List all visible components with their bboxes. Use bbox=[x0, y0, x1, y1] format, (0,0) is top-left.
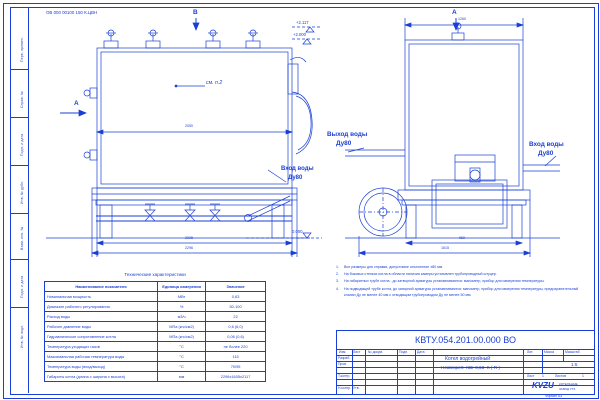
note-text: На габаритных трубе котла , до затворной арматуры устанавливаются: манометр, прибор для измерения температуры. bbox=[344, 279, 545, 284]
spec-cell: Габариты котла (длина х ширина х высота) bbox=[45, 372, 158, 382]
stamp-role-nkontr: Н.контр. bbox=[338, 386, 352, 390]
spec-cell: Расход воды bbox=[45, 312, 158, 322]
spec-cell: МВт bbox=[158, 292, 206, 302]
company-subtitle-2: ЗАВОД УТЗ bbox=[559, 387, 576, 391]
stamp-col-data: Дата bbox=[417, 350, 425, 354]
dim-left-2: 2296 bbox=[185, 246, 193, 250]
view-label-b: В bbox=[193, 9, 198, 16]
level-dim-2: +2.000 bbox=[293, 32, 306, 37]
note-number: 4. bbox=[336, 286, 339, 291]
spec-cell: 22 bbox=[206, 312, 266, 322]
dim-left-0: 2050 bbox=[185, 124, 193, 128]
label-water-outlet: Выход воды bbox=[327, 131, 368, 138]
stamp-mass-header: Масса bbox=[544, 350, 555, 354]
spec-cell: Гидравлическое сопротивление котла bbox=[45, 332, 158, 342]
note-item bbox=[336, 264, 586, 270]
spec-cell: Температура воды (вход/выход) bbox=[45, 362, 158, 372]
stamp-role-utv: Утв. bbox=[353, 386, 360, 390]
stamp-col-docnum: № докум. bbox=[368, 350, 383, 354]
spec-cell: Максимальная рабочая температура воды bbox=[45, 352, 158, 362]
sheet-format-label: Формат А3 bbox=[545, 394, 563, 398]
spec-cell: % bbox=[158, 302, 206, 312]
company-subtitle-1: КОТЕЛЬНЫЕ bbox=[559, 382, 578, 386]
note-item bbox=[336, 271, 586, 277]
margin-label-0: Перв. примен. bbox=[20, 36, 24, 62]
table-header-row bbox=[45, 282, 266, 292]
stamp-col-izm: Изм. bbox=[339, 350, 347, 354]
spec-cell: 2296х1605х2117 bbox=[206, 372, 266, 382]
header-code: ОВ 000 00100 150 К.ЦВН bbox=[46, 10, 98, 15]
level-dim-1: +2.117 bbox=[296, 20, 309, 25]
stamp-sheet-value: 1 bbox=[542, 374, 544, 378]
stamp-lit-header: Лит. bbox=[527, 350, 534, 354]
stamp-col-podp: Подп. bbox=[399, 350, 409, 354]
table-row bbox=[45, 292, 266, 302]
table-row bbox=[45, 352, 266, 362]
view-label-a-left: А bbox=[74, 100, 79, 107]
title-block bbox=[336, 330, 595, 395]
table-row bbox=[45, 342, 266, 352]
margin-label-5: Подп. и дата bbox=[20, 275, 24, 298]
spec-cell: °C bbox=[158, 352, 206, 362]
margin-label-4: Взам. инв. № bbox=[20, 226, 24, 250]
note-item bbox=[336, 286, 586, 298]
stamp-scale-value: 1:5 bbox=[571, 362, 578, 367]
dim-left-1: 2205 bbox=[185, 236, 193, 240]
stamp-sheets-value: 1 bbox=[582, 374, 584, 378]
spec-header-2: Значение bbox=[206, 282, 266, 292]
margin-label-2: Подп. и дата bbox=[20, 133, 24, 156]
spec-cell: МПа (кгс/см2) bbox=[158, 322, 206, 332]
spec-cell: Рабочее давление воды bbox=[45, 322, 158, 332]
spec-cell: °C bbox=[158, 362, 206, 372]
note-number: 2. bbox=[336, 272, 339, 277]
stamp-sheet-label: Лист bbox=[527, 374, 535, 378]
spec-cell: мм bbox=[158, 372, 206, 382]
dim-right-2: 1615 bbox=[441, 246, 449, 250]
dim-right-1: 960 bbox=[459, 236, 465, 240]
stamp-role-razrab: Разраб. bbox=[338, 356, 351, 360]
note-text: На боковых стенках котла в области наличия камеры установлен трубопроводный штуцер. bbox=[344, 272, 497, 277]
level-dim-zero: 0.000 bbox=[292, 229, 303, 234]
technical-notes bbox=[336, 264, 586, 299]
table-row bbox=[45, 372, 266, 382]
stamp-col-list: Лист bbox=[353, 350, 361, 354]
stamp-role-prov: Пров. bbox=[338, 362, 347, 366]
spec-cell: Номинальная мощность bbox=[45, 292, 158, 302]
table-row bbox=[45, 312, 266, 322]
label-water-inlet-left: Вход воды bbox=[281, 166, 314, 172]
stamp-sheets-label: Листов bbox=[555, 374, 567, 378]
spec-cell: 50-100 bbox=[206, 302, 266, 312]
company-logo: KVZU bbox=[532, 381, 554, 390]
dim-right-0: 1260 bbox=[458, 17, 466, 21]
note-see-p2: см. п.2 bbox=[206, 80, 223, 86]
stamp-role-tkontr: Т.контр. bbox=[338, 374, 351, 378]
note-text: На подводящей трубе котла, до запорной арматуры устанавливаются: манометр, прибор для измерения температуры, предохранительный клапан Ду не менее 40 мм с отводящим трубопроводом Ду не менее 50 мм. bbox=[344, 286, 579, 297]
table-row bbox=[45, 322, 266, 332]
spec-cell: 115 bbox=[206, 352, 266, 362]
spec-cell: 0,6 (6,0) bbox=[206, 322, 266, 332]
stamp-scale-header: Масштаб bbox=[565, 350, 580, 354]
product-title-ru: Котел водогрейный bbox=[445, 356, 491, 362]
table-row bbox=[45, 302, 266, 312]
spec-table bbox=[44, 281, 266, 382]
spec-cell: 0,06 (0,6) bbox=[206, 332, 266, 342]
note-number: 1. bbox=[336, 265, 339, 269]
table-row bbox=[45, 362, 266, 372]
note-item bbox=[336, 278, 586, 284]
label-water-inlet-right: Вход воды bbox=[529, 141, 564, 148]
spec-cell: 70/95 bbox=[206, 362, 266, 372]
spec-cell: Диапазон рабочего регулирования bbox=[45, 302, 158, 312]
spec-cell: Температура уходящих газов bbox=[45, 342, 158, 352]
spec-table-title: Технические характеристики bbox=[124, 272, 186, 277]
note-number: 3. bbox=[336, 279, 339, 284]
note-text: Все размеры для справки, допустимое отклонение ±80 мм. bbox=[344, 265, 444, 269]
product-title-en: Heatexpert- КВг-0,63- К ( R ) bbox=[441, 365, 500, 370]
view-label-a-right: А bbox=[452, 9, 457, 16]
spec-cell: 0,63 bbox=[206, 292, 266, 302]
label-water-inlet-right-dn: Ду80 bbox=[538, 150, 554, 157]
spec-cell: МПа (кгс/см2) bbox=[158, 332, 206, 342]
drawing-designation: КВТУ.054.201.00.000 ВО bbox=[337, 331, 594, 350]
label-water-outlet-dn: Ду80 bbox=[336, 140, 352, 147]
label-water-inlet-left-dn: Ду80 bbox=[288, 175, 303, 181]
spec-cell: не более 220 bbox=[206, 342, 266, 352]
spec-header-1: Единица измерения bbox=[158, 282, 206, 292]
table-row bbox=[45, 332, 266, 342]
spec-cell: м3/ч bbox=[158, 312, 206, 322]
margin-label-3: Инв. № дубл. bbox=[20, 180, 24, 204]
spec-header-0: Наименование показателя bbox=[45, 282, 158, 292]
margin-label-6: Инв. № подл. bbox=[20, 324, 24, 348]
spec-cell: °C bbox=[158, 342, 206, 352]
margin-label-1: Справ. № bbox=[20, 91, 24, 108]
